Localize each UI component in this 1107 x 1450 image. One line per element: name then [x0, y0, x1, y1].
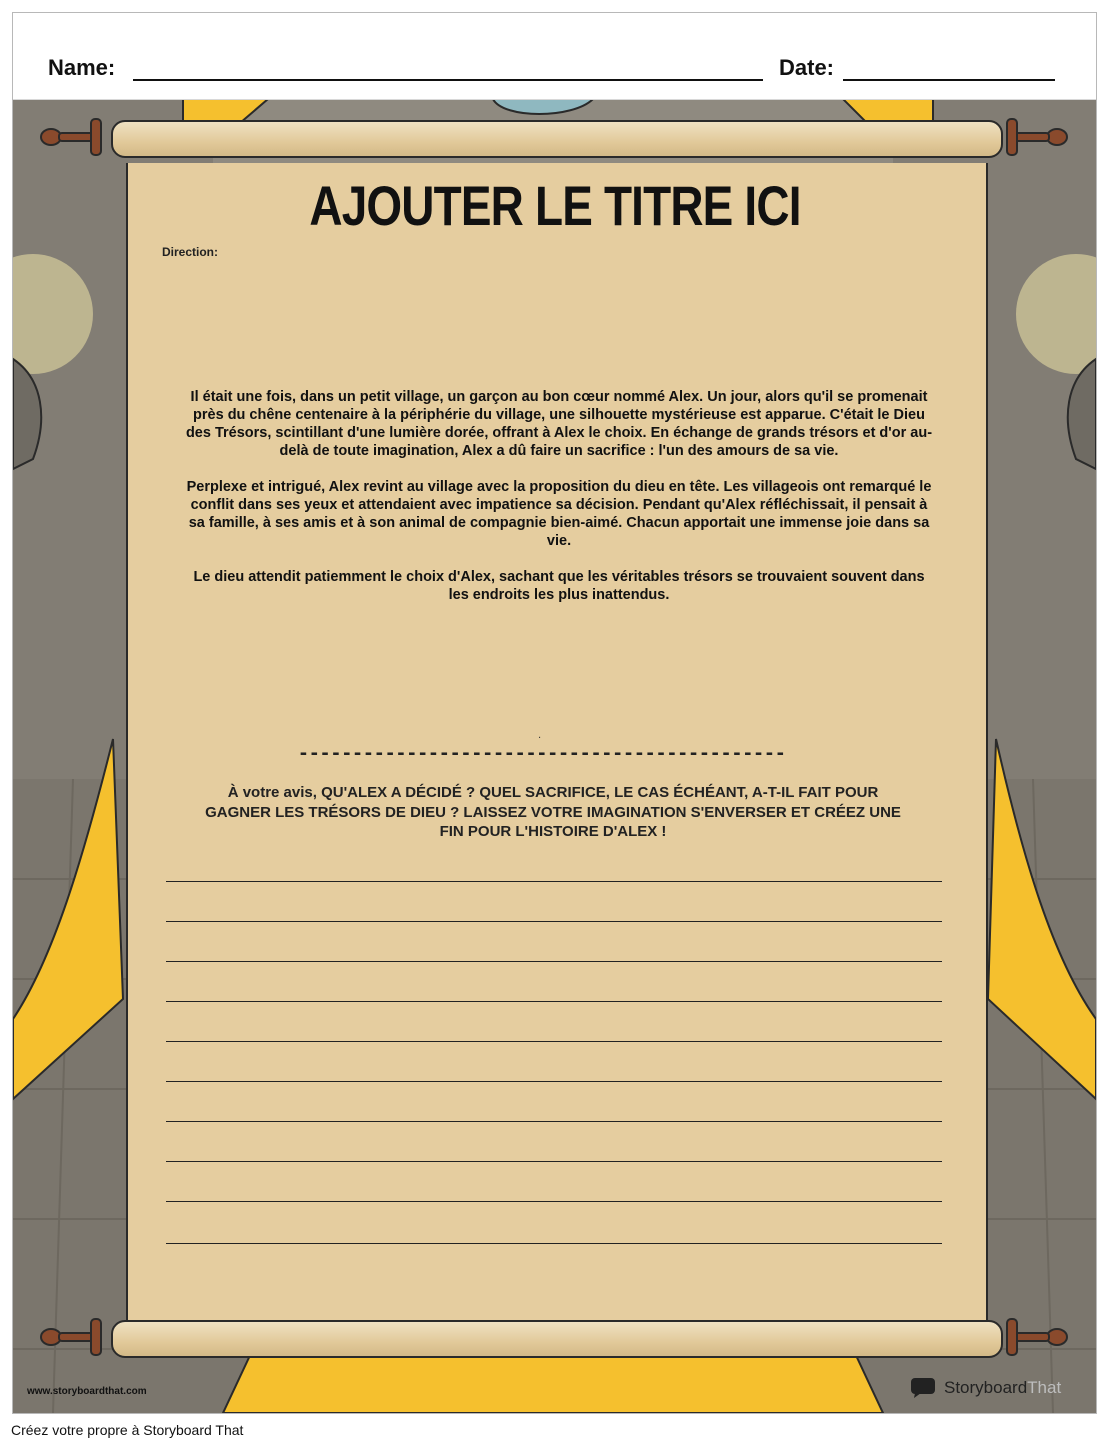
- speech-bubble-icon: [910, 1377, 938, 1399]
- writing-line[interactable]: [166, 921, 942, 922]
- direction-label: Direction:: [162, 245, 219, 259]
- writing-line[interactable]: [166, 1121, 942, 1122]
- brand-main: Storyboard: [944, 1378, 1028, 1397]
- worksheet-page: [12, 12, 1097, 1414]
- worksheet-title: AJOUTER LE TITRE ICI: [309, 174, 801, 237]
- writing-line[interactable]: [166, 881, 942, 882]
- name-label: Name:: [48, 55, 116, 80]
- story-text: [183, 388, 935, 622]
- brand-suffix: That: [1027, 1378, 1062, 1397]
- watermark-url: www.storyboardthat.com: [27, 1386, 147, 1397]
- brand-name: [944, 1378, 1061, 1398]
- writing-line[interactable]: [166, 1201, 942, 1202]
- scroll-top-roll: [111, 120, 1003, 158]
- dashed-separator: ---------------------------------------------: [298, 743, 786, 764]
- writing-line[interactable]: [166, 1001, 942, 1002]
- story-paragraph: Il était une fois, dans un petit village, un garçon au bon cœur nommé Alex. Un jour, alors qu'il se promenait près du chêne centenaire à la périphérie du village, une silhouette mystérieuse est apparue. C'était le Dieu des Trésors, scintillant d'une lumière dorée, offrant à Alex le choix. En échange de grands trésors et d'or au-delà de toute imagination, Alex a dû faire un sacrifice : l'un des amours de sa vie.: [185, 389, 933, 459]
- stray-dot: .: [538, 730, 542, 741]
- footer-credit[interactable]: Créez votre propre à Storyboard That: [11, 1422, 244, 1438]
- story-paragraph: Le dieu attendit patiemment le choix d'Alex, sachant que les véritables trésors se trouvaient souvent dans les endroits les plus inattendus.: [193, 569, 925, 603]
- prompt-question: À votre avis, QU'ALEX A DÉCIDÉ ? QUEL SACRIFICE, LE CAS ÉCHÉANT, A-T-IL FAIT POUR GAGNER LES TRÉSORS DE DIEU ? LAISSEZ VOTRE IMAGINATION S'ENVERSER ET CRÉEZ UNE FIN POUR L'HISTOIRE D'ALEX !: [205, 784, 901, 840]
- scroll-bottom-roll: [111, 1320, 1003, 1358]
- writing-line[interactable]: [166, 961, 942, 962]
- date-label: Date:: [779, 55, 835, 80]
- storyboardthat-logo: [910, 1377, 1061, 1399]
- writing-line[interactable]: [166, 1081, 942, 1082]
- writing-line[interactable]: [166, 1161, 942, 1162]
- writing-line[interactable]: [166, 1041, 942, 1042]
- story-paragraph: Perplexe et intrigué, Alex revint au village avec la proposition du dieu en tête. Les villageois ont remarqué le conflit dans ses yeux et attendaient avec impatience sa décision. Pendant qu'Alex réfléchissait, il pensait à sa famille, à ses amis et à son animal de compagnie bien-aimé. Chacun apportait une immense joie dans sa vie.: [186, 479, 932, 549]
- writing-line[interactable]: [166, 1243, 942, 1244]
